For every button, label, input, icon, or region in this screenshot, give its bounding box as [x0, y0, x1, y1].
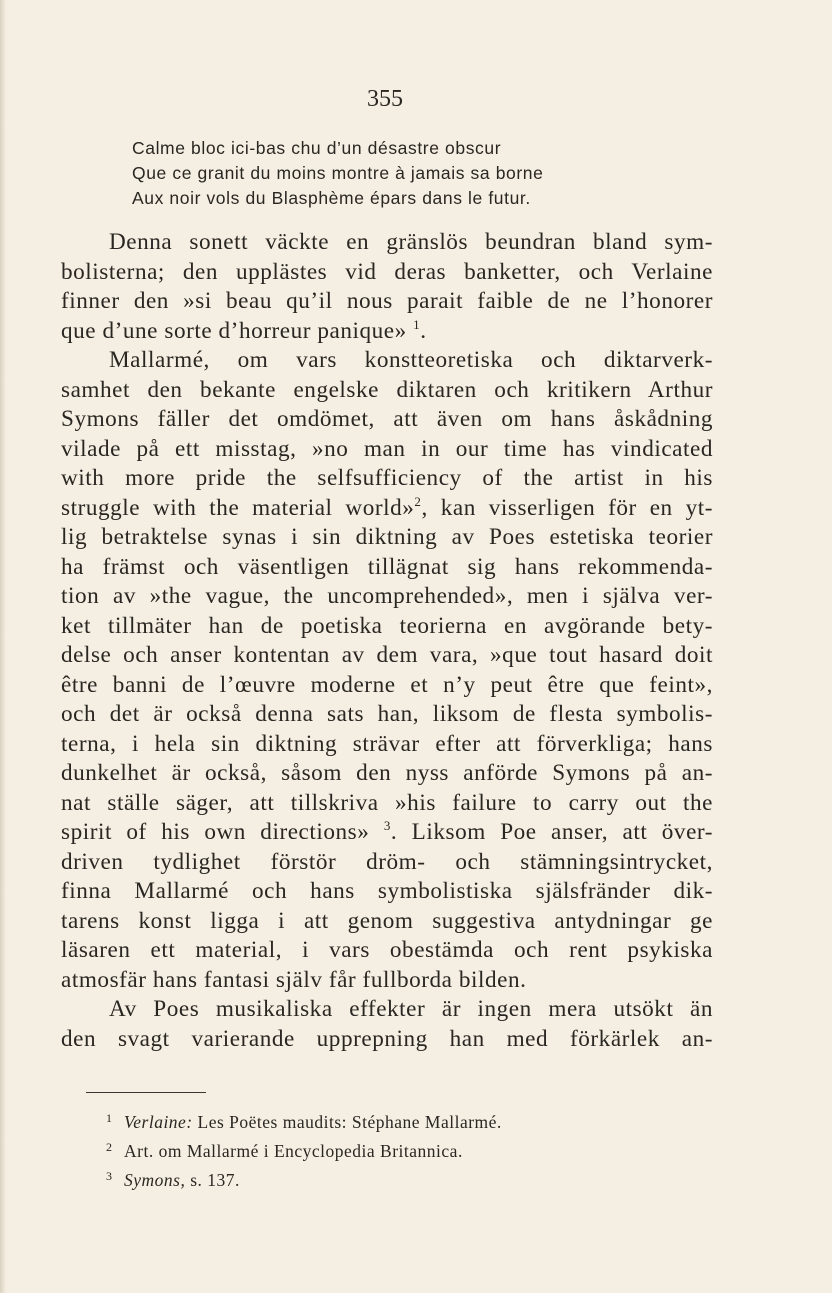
footnote-text: s. 137.	[190, 1170, 240, 1190]
footnotes	[106, 1106, 502, 1193]
footnote-author: Verlaine:	[124, 1112, 193, 1132]
body-line: finner den »si beau qu’il nous parait faible de ne l’honorer	[61, 288, 713, 314]
page-edge	[0, 0, 6, 1293]
footnote-mark: 3	[106, 1169, 113, 1183]
footnote-text: Art. om Mallarmé i Encyclopedia Britannica.	[124, 1141, 463, 1161]
body-line: Mallarmé, om vars konstteoretiska och diktarverk-	[109, 347, 713, 373]
body-line: terna, i hela sin diktning strävar efter att förverkliga; hans	[61, 730, 713, 757]
body-line	[61, 818, 713, 848]
footnote-text: Les Poëtes maudits: Stéphane Mallarmé.	[197, 1112, 502, 1132]
body-text	[61, 228, 713, 1054]
body-line: atmosfär hans fantasi själv får fullborda bilden.	[61, 966, 527, 993]
body-line: with more pride the selfsufficiency of the artist in his	[61, 465, 713, 491]
body-line: läsaren ett material, i vars obestämda och rent psykiska	[61, 937, 713, 963]
body-line: tion av »the vague, the uncomprehended», men i själva ver-	[61, 583, 713, 609]
body-line: Denna sonett väckte en gränslös beundran bland sym-	[109, 229, 713, 255]
body-line-text: . Liksom Poe anser, att över-	[390, 819, 713, 845]
body-line: ha främst och väsentligen tillägnat sig hans rekommenda-	[61, 553, 713, 580]
body-line: lig betraktelse synas i sin diktning av Poes estetiska teorier	[61, 524, 713, 550]
footnote-ref[interactable]: 2	[414, 493, 422, 509]
body-line	[61, 494, 713, 524]
body-line: den svagt varierande upprepning han med förkärlek an-	[61, 1025, 713, 1052]
footnote-author: Symons,	[124, 1170, 186, 1190]
body-line: être banni de l’œuvre moderne et n’y peut être que feint»,	[61, 671, 713, 698]
body-line-text: que d’une sorte d’horreur panique»	[61, 317, 407, 344]
body-line: ket tillmäter han de poetiska teorierna en avgörande bety-	[61, 612, 713, 639]
body-line: och det är också denna sats han, liksom de flesta symbolis-	[61, 701, 713, 727]
body-line: Av Poes musikaliska effekter är ingen mera utsökt än	[109, 996, 713, 1022]
body-line: finna Mallarmé och hans symbolistiska själsfränder dik-	[61, 878, 713, 904]
page-number: 355	[367, 86, 403, 112]
body-line	[61, 317, 713, 347]
poem-quote	[132, 136, 543, 211]
footnote	[106, 1164, 502, 1193]
footnote-ref[interactable]: 3	[383, 818, 391, 833]
footnote	[106, 1106, 502, 1135]
body-line-text: , kan visserligen för en yt-	[421, 494, 713, 521]
poem-line: Que ce granit du moins montre à jamais sa borne	[132, 163, 544, 183]
footnote-mark: 1	[106, 1111, 113, 1125]
body-line: Symons fäller det omdömet, att även om hans åskådning	[61, 406, 713, 432]
body-line: bolisterna; den upplästes vid deras banketter, och Verlaine	[61, 258, 713, 285]
footnote-ref[interactable]: 1	[413, 316, 421, 332]
body-line: tarens konst ligga i att genom suggestiva antydningar ge	[61, 907, 713, 934]
poem-line: Calme bloc ici-bas chu d’un désastre obscur	[132, 138, 502, 158]
body-line-text: struggle with the material world»	[61, 494, 415, 521]
body-line: driven tydlighet förstör dröm- och stämningsintrycket,	[61, 848, 713, 875]
footnote-mark: 2	[106, 1140, 113, 1154]
body-line: dunkelhet är också, såsom den nyss anförde Symons på an-	[61, 760, 713, 786]
body-line: samhet den bekante engelske diktaren och kritikern Arthur	[61, 376, 713, 403]
poem-line: Aux noir vols du Blasphème épars dans le futur.	[132, 188, 531, 208]
body-line: delse och anser kontentan av dem vara, »que tout hasard doit	[61, 642, 713, 668]
body-line: nat ställe säger, att tillskriva »his failure to carry out the	[61, 789, 713, 816]
footnote	[106, 1135, 502, 1164]
footnote-divider	[86, 1092, 206, 1093]
body-line-text: spirit of his own directions»	[61, 819, 370, 845]
body-line-text: .	[420, 317, 427, 344]
body-line: vilade på ett misstag, »no man in our time has vindicated	[61, 435, 713, 462]
